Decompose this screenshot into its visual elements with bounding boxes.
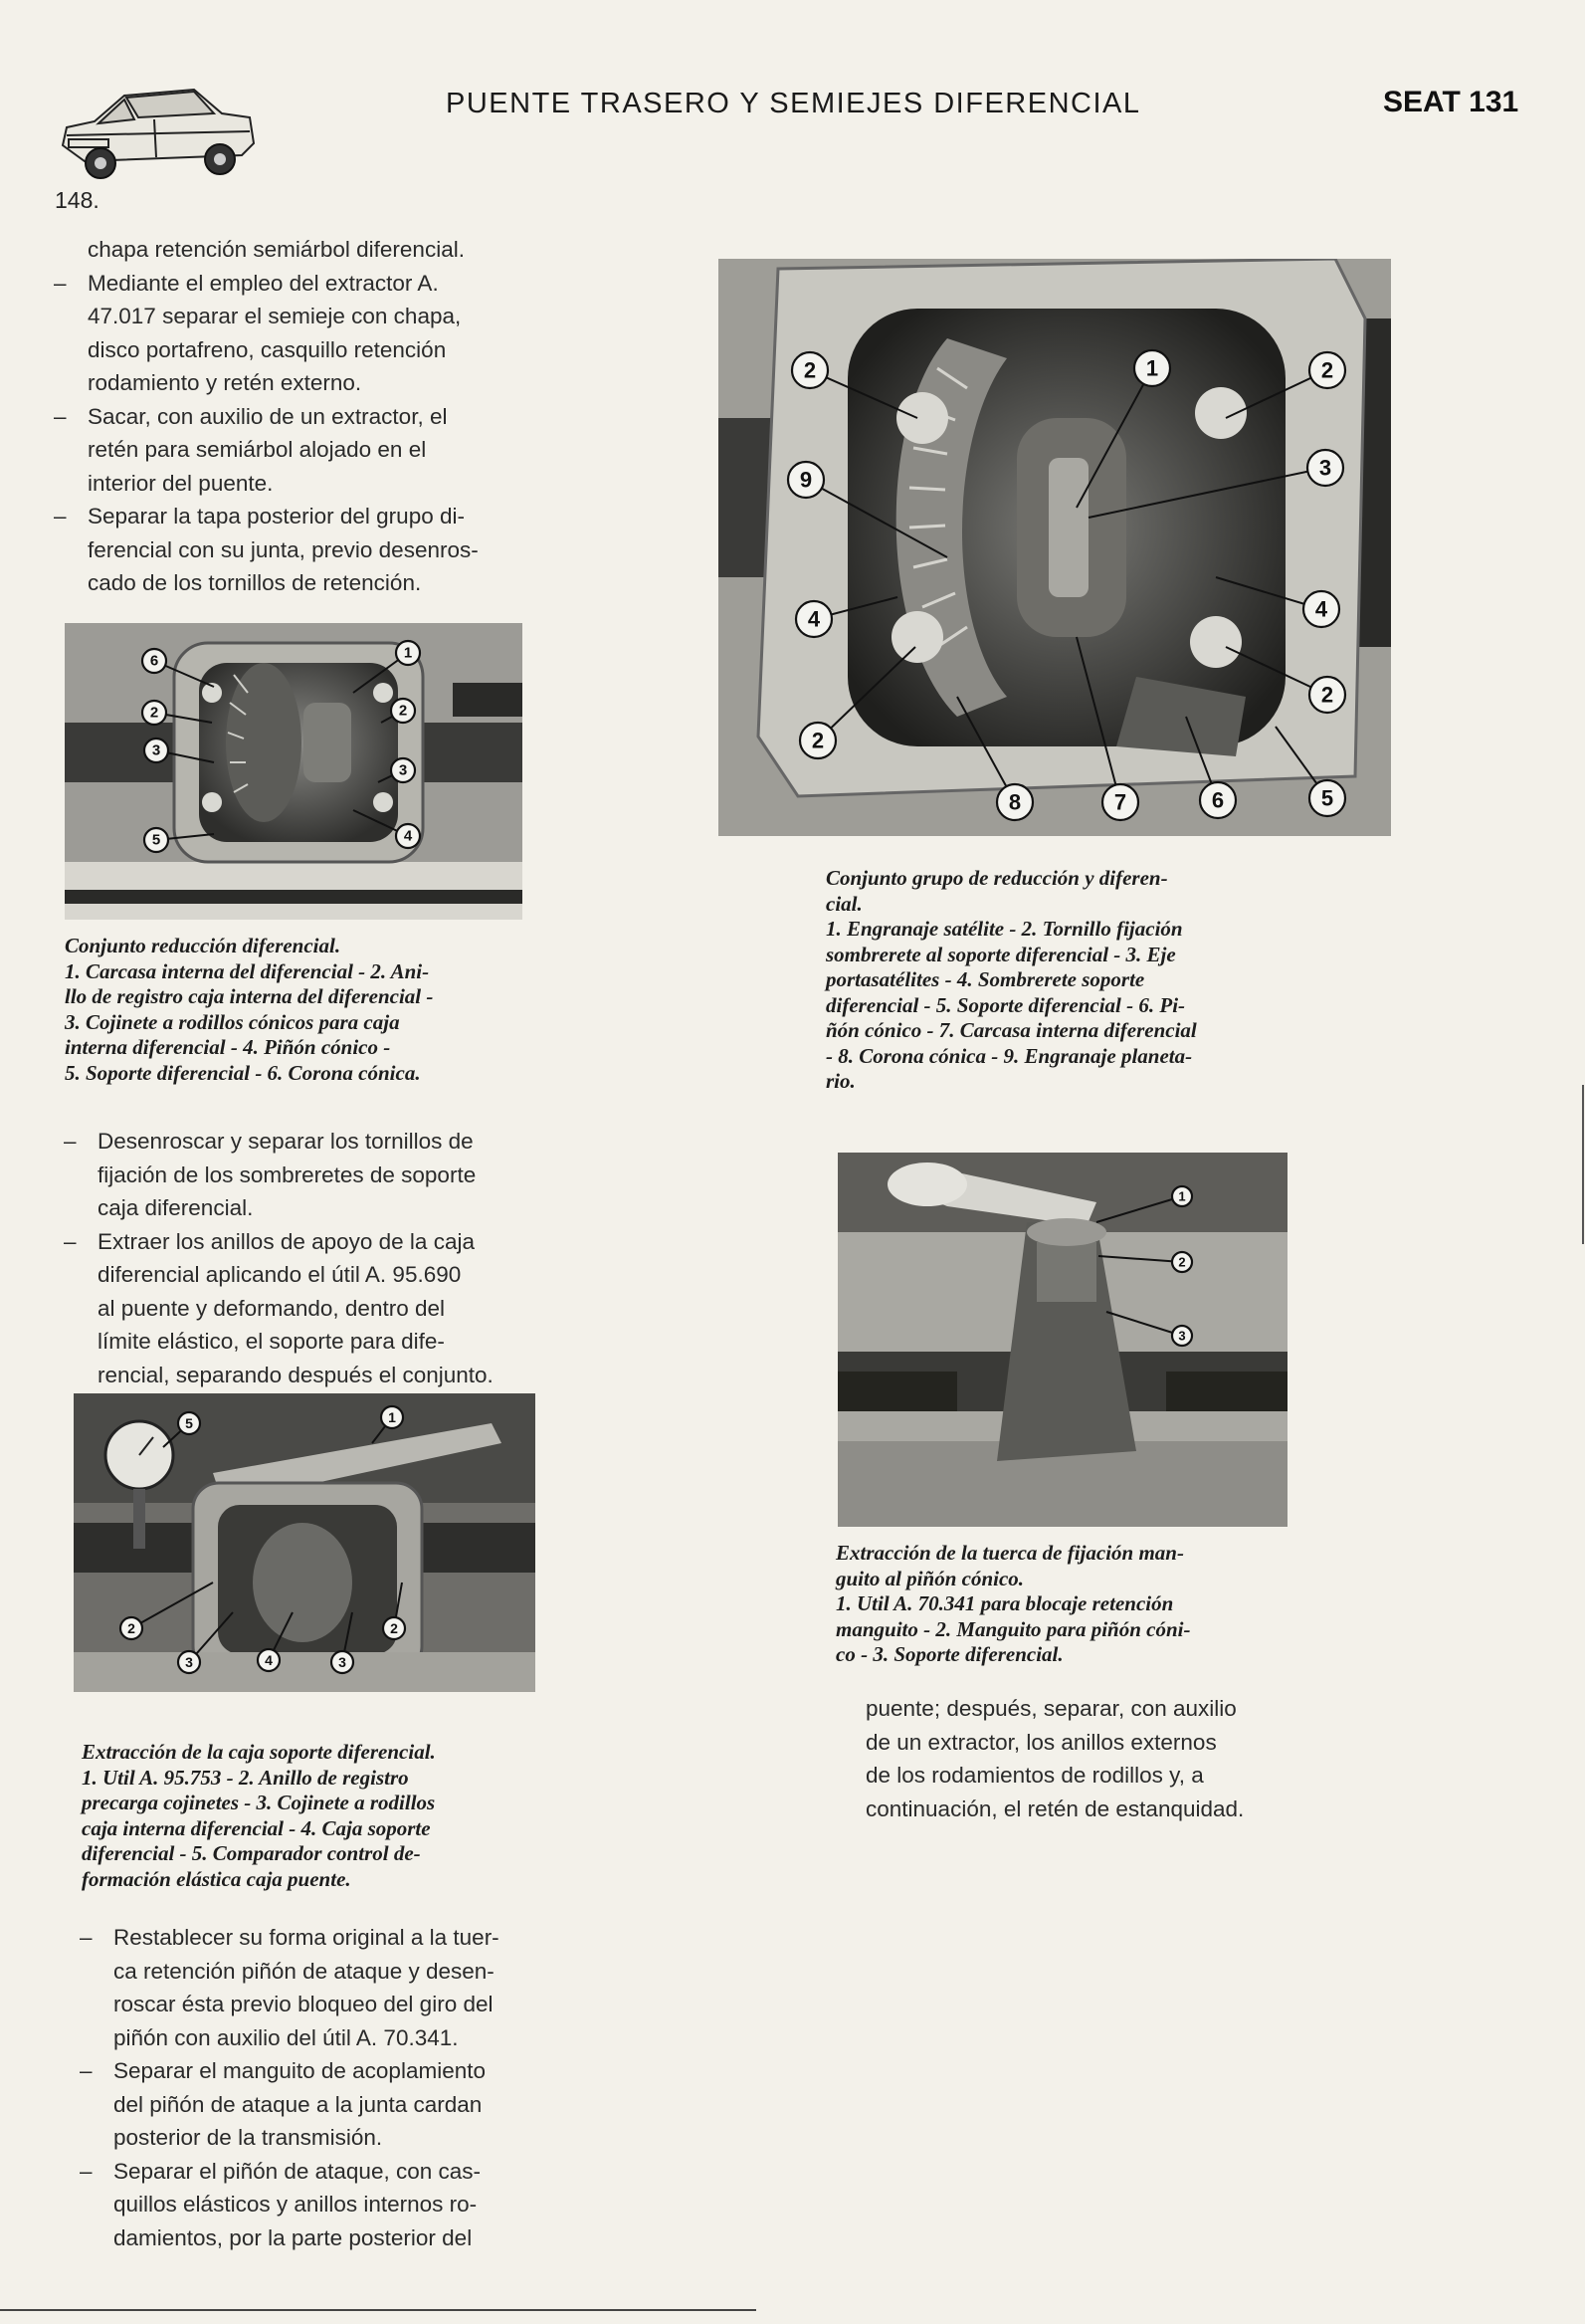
text-line: – Sacar, con auxilio de un extractor, el	[54, 403, 448, 429]
text-line: cado de los tornillos de retención.	[88, 570, 422, 595]
text-line: límite elástico, el soporte para dife-	[98, 1329, 445, 1354]
text-line: de un extractor, los anillos externos	[866, 1729, 1217, 1755]
callout-label: 2	[1178, 1254, 1186, 1270]
caption-line: Conjunto reducción diferencial.	[65, 934, 341, 957]
caption-line: formación elástica caja puente.	[82, 1866, 351, 1891]
callout-label: 8	[1008, 789, 1022, 815]
caption-line: portasatélites - 4. Sombrerete soporte	[826, 967, 1145, 991]
text-line: – Mediante el empleo del extractor A.	[54, 270, 439, 296]
caption-line: sombrerete al soporte diferencial - 3. Eje	[826, 942, 1176, 966]
caption-line: ñón cónico - 7. Carcasa interna diferencial	[826, 1018, 1197, 1042]
text-line: ca retención piñón de ataque y desen-	[113, 1958, 495, 1984]
text-line: puente; después, separar, con auxilio	[866, 1696, 1237, 1721]
callout-label: 2	[149, 704, 159, 722]
callout-label: 3	[1318, 455, 1332, 481]
figure-reduction-group	[718, 259, 1391, 836]
callout-label: 2	[1320, 682, 1334, 708]
callout-label: 2	[127, 1620, 135, 1636]
text-line: 47.017 separar el semieje con chapa,	[88, 304, 462, 328]
caption-line: diferencial - 5. Soporte diferencial - 6. Pi-	[826, 992, 1186, 1017]
callout-label: 4	[807, 606, 821, 632]
caption-line: co - 3. Soporte diferencial.	[836, 1642, 1064, 1666]
text-line: – Separar el manguito de acoplamiento	[80, 2058, 486, 2083]
callout-label: 1	[388, 1409, 396, 1425]
caption-line: precarga cojinetes - 3. Cojinete a rodillos	[82, 1791, 436, 1814]
caption-line: llo de registro caja interna del diferencial -	[65, 984, 434, 1008]
text-line: – Restablecer su forma original a la tuer-	[80, 1925, 499, 1950]
caption-line: guito al piñón cónico.	[836, 1566, 1025, 1590]
caption-line: Conjunto grupo de reducción y diferen-	[826, 866, 1168, 890]
intro-text	[54, 233, 525, 600]
text-line: continuación, el retén de estanquidad.	[866, 1796, 1245, 1821]
text-line: piñón con auxilio del útil A. 70.341.	[113, 2024, 459, 2050]
figure-case-extraction	[74, 1393, 535, 1692]
text-line: ferencial con su junta, previo desenros-	[88, 536, 479, 562]
text-line: retén para semiárbol alojado en el	[88, 437, 427, 462]
text-line: al puente y deformando, dentro del	[98, 1295, 445, 1321]
figure3-caption	[826, 866, 1343, 1095]
callout-label: 3	[185, 1654, 193, 1670]
text-line: posterior de la transmisión.	[113, 2125, 383, 2150]
text-line: – Desenroscar y separar los tornillos de	[64, 1129, 474, 1154]
bottom-text	[80, 1921, 551, 2254]
brand-name: SEAT	[1383, 86, 1461, 118]
page-header-title: PUENTE TRASERO Y SEMIEJES DIFERENCIAL	[446, 88, 1141, 119]
caption-line: interna diferencial - 4. Piñón cónico -	[65, 1035, 391, 1059]
callout-label: 3	[398, 761, 408, 779]
callout-label: 2	[803, 357, 817, 383]
caption-line: 1. Util A. 95.753 - 2. Anillo de registro	[82, 1765, 409, 1790]
scan-bottom-line	[0, 2309, 756, 2311]
callout-label: 9	[799, 467, 813, 493]
callout-label: 6	[1211, 787, 1225, 813]
callout-label: 7	[1113, 789, 1127, 815]
callout-label: 1	[1145, 355, 1159, 381]
text-line: chapa retención semiárbol diferencial.	[88, 237, 465, 262]
callout-label: 6	[149, 652, 159, 670]
text-line: – Separar el piñón de ataque, con cas-	[80, 2158, 481, 2184]
callout-label: 2	[1320, 357, 1334, 383]
text-line: fijación de los sombreretes de soporte	[98, 1162, 477, 1187]
callout-label: 4	[403, 827, 413, 845]
callout-label: 5	[185, 1415, 193, 1431]
caption-line: caja interna diferencial - 4. Caja soporte	[82, 1815, 431, 1840]
callout-label: 5	[1320, 785, 1334, 811]
caption-line: 1. Util A. 70.341 para blocaje retención	[836, 1591, 1174, 1615]
caption-line: manguito - 2. Manguito para piñón cóni-	[836, 1616, 1191, 1641]
callout-label: 1	[403, 644, 413, 662]
text-line: rencial, separando después el conjunto.	[98, 1362, 494, 1387]
caption-line: - 8. Corona cónica - 9. Engranaje planeta-	[826, 1043, 1193, 1068]
caption-line: cial.	[826, 891, 863, 916]
figure1-caption	[65, 934, 532, 1086]
caption-line: 3. Cojinete a rodillos cónicos para caja	[65, 1009, 400, 1034]
caption-line: 1. Carcasa interna del diferencial - 2. Ani-	[65, 958, 430, 983]
middle-text	[64, 1125, 535, 1391]
callout-label: 1	[1178, 1188, 1186, 1204]
callout-label: 3	[1178, 1328, 1186, 1344]
figure-nut-extraction	[838, 1153, 1288, 1527]
callout-label: 3	[338, 1654, 346, 1670]
callout-label: 4	[265, 1652, 273, 1668]
text-line: disco portafreno, casquillo retención	[88, 336, 447, 362]
text-line: interior del puente.	[88, 470, 274, 496]
caption-line: Extracción de la tuerca de fijación man-	[836, 1541, 1184, 1565]
caption-line: rio.	[826, 1069, 856, 1093]
text-line: damientos, por la parte posterior del	[113, 2224, 473, 2250]
text-line: – Separar la tapa posterior del grupo di-	[54, 504, 465, 528]
model-number: 131	[1469, 86, 1519, 118]
text-line: rodamiento y retén externo.	[88, 370, 362, 395]
text-line: – Extraer los anillos de apoyo de la caja	[64, 1228, 475, 1254]
continuation-text	[866, 1692, 1323, 1825]
text-line: quillos elásticos y anillos internos ro-	[113, 2192, 478, 2217]
caption-line: diferencial - 5. Comparador control de-	[82, 1841, 421, 1865]
callout-label: 3	[151, 741, 161, 759]
brand-label	[1383, 86, 1518, 119]
callout-label: 2	[811, 728, 825, 753]
caption-line: 5. Soporte diferencial - 6. Corona cónica.	[65, 1060, 421, 1085]
callout-label: 4	[1314, 596, 1328, 622]
text-line: de los rodamientos de rodillos y, a	[866, 1763, 1204, 1788]
figure2-caption	[82, 1740, 549, 1892]
figure-differential-assembly	[65, 623, 522, 920]
callout-label: 2	[398, 702, 408, 720]
page-number: 148.	[55, 187, 99, 213]
figure4-caption	[836, 1541, 1353, 1668]
caption-line: 1. Engranaje satélite - 2. Tornillo fijación	[826, 917, 1183, 941]
text-line: caja diferencial.	[98, 1195, 254, 1220]
text-line: del piñón de ataque a la junta cardan	[113, 2091, 483, 2117]
text-line: roscar ésta previo bloqueo del giro del	[113, 1992, 494, 2016]
text-line: diferencial aplicando el útil A. 95.690	[98, 1262, 462, 1287]
car-logo-icon	[55, 66, 259, 190]
scan-edge-mark	[1582, 1085, 1584, 1244]
caption-line: Extracción de la caja soporte diferencial.	[82, 1740, 436, 1764]
callout-label: 5	[151, 831, 161, 849]
callout-label: 2	[390, 1620, 398, 1636]
